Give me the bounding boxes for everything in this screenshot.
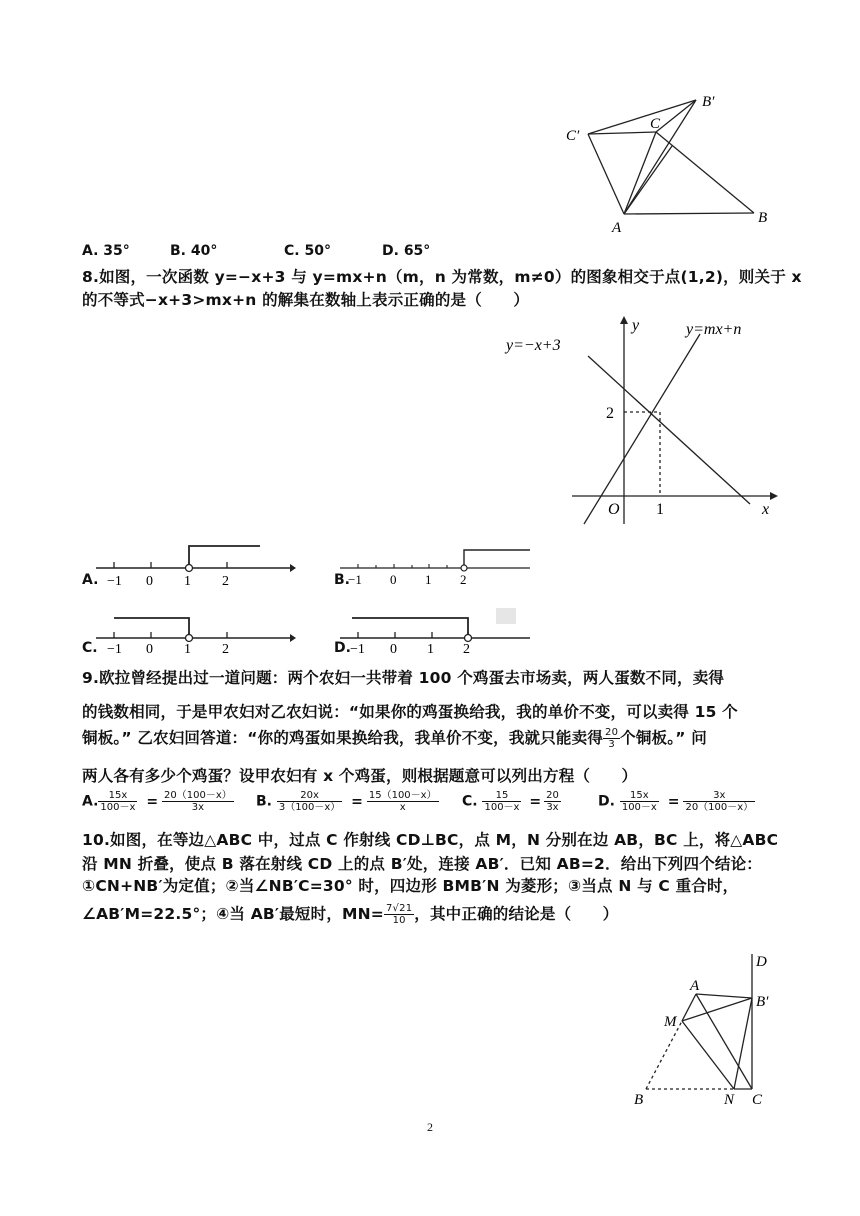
q8-option-a-numberline <box>96 540 296 588</box>
q9-option-c <box>462 790 561 813</box>
q8-option-a-label: A. <box>82 572 99 588</box>
tick-label: 0 <box>390 572 397 587</box>
q9-option-d <box>598 790 755 813</box>
q10-label-d: D <box>756 954 767 970</box>
q9-line-4: 两人各有多少个鸡蛋？设甲农妇有 x 个鸡蛋，则根据题意可以列出方程（ ） <box>82 767 638 785</box>
tick-label: −1 <box>348 572 362 587</box>
q7-label-a: A <box>612 220 622 236</box>
frac-den: 3 <box>603 738 620 750</box>
q10-line-4-end: ，其中正确的结论是（ ） <box>414 905 619 923</box>
tick-label: 0 <box>146 574 153 588</box>
q8-option-b-label: B. <box>334 572 350 588</box>
equals-sign: = <box>529 793 542 810</box>
frac-den: 100－x <box>484 802 520 813</box>
frac-den: 100－x <box>100 802 136 813</box>
frac-num: 20x <box>300 790 319 801</box>
tick-label: 0 <box>390 642 397 656</box>
q8-y-tick: 2 <box>606 405 614 422</box>
tick-label: 1 <box>425 572 432 587</box>
q9-line-2: 的钱数相同，于是甲农妇对乙农妇说：“如果你的鸡蛋换给我，我的单价不变，可以卖得 15 个 <box>82 703 738 721</box>
q8-option-c-label: C. <box>82 640 98 656</box>
q10-label-c: C <box>752 1092 763 1108</box>
tick-label: −1 <box>107 574 122 588</box>
q7-option-b: B. 40° <box>170 243 218 259</box>
frac-den: 3x <box>544 801 561 813</box>
q8-origin-label: O <box>608 501 620 518</box>
q9-line-3-start: 铜板。” 乙农妇回答道：“你的鸡蛋如果换给我，我单价不变，我就只能卖得 <box>82 729 604 747</box>
q8-option-d-label: D. <box>334 640 351 656</box>
frac-num: 7√21 <box>386 903 413 914</box>
q8-option-c-numberline <box>96 610 296 656</box>
equals-sign: = <box>351 793 363 810</box>
q9-option-a <box>82 790 234 813</box>
frac-den: 10 <box>384 914 414 926</box>
frac-num: 3x <box>713 790 726 801</box>
frac-den: 3（100－x） <box>278 802 341 813</box>
q9-option-b <box>256 790 439 813</box>
q10-label-n: N <box>724 1092 735 1108</box>
q7-option-a: A. 35° <box>82 243 130 259</box>
q8-label-line2: y=mx+n <box>686 321 742 338</box>
opt-label: C. <box>462 793 478 810</box>
q10-label-b: B <box>634 1092 644 1108</box>
q7-label-c-prime: C′ <box>566 128 580 144</box>
page-number: 2 <box>427 1120 433 1134</box>
q10-label-b-prime: B′ <box>756 994 769 1010</box>
opt-label: A. <box>82 793 99 810</box>
tick-label: 1 <box>184 574 191 588</box>
frac-num: 20 <box>605 727 619 738</box>
frac-num: 15（100－x） <box>368 790 437 801</box>
q8-line-2: 的不等式−x+3>mx+n 的解集在数轴上表示正确的是（ ） <box>82 291 530 309</box>
q10-label-m: M <box>664 1014 677 1030</box>
q10-line-3: ①CN+NB′为定值；②当∠NB′C=30° 时，四边形 BMB′N 为菱形；③当点 N 与 C 重合时， <box>82 877 739 895</box>
equals-sign: = <box>667 793 680 810</box>
q8-y-axis-label: y <box>632 317 640 334</box>
q10-line-2: 沿 MN 折叠，使点 B 落在射线 CD 上的点 B′处，连接 AB′．已知 AB=2．给出下列四个结论： <box>82 855 763 873</box>
tick-label: 2 <box>460 572 467 587</box>
q10-fraction <box>384 903 414 926</box>
frac-den: 100－x <box>621 802 657 813</box>
frac-num: 15x <box>630 790 649 801</box>
q10-label-a: A <box>690 978 700 994</box>
tick-label: −1 <box>107 642 122 656</box>
q7-label-b: B <box>758 210 768 226</box>
q7-label-b-prime: B′ <box>702 94 715 110</box>
tick-label: 1 <box>184 642 191 656</box>
frac-den: 20（100－x） <box>685 802 754 813</box>
tick-label: 2 <box>222 574 229 588</box>
q8-x-axis-label: x <box>762 501 770 518</box>
q8-x-tick: 1 <box>656 501 664 518</box>
tick-label: 2 <box>222 642 229 656</box>
frac-num: 15x <box>108 790 128 801</box>
equals-sign: = <box>146 793 159 810</box>
q8-graph <box>500 316 790 528</box>
frac-num: 20（100－x） <box>164 790 232 801</box>
q8-line-1: 8.如图，一次函数 y=−x+3 与 y=mx+n（m，n 为常数，m≠0）的图象相交于点(1,2)，则关于 x <box>82 268 802 286</box>
q10-line-4-start: ∠AB′M=22.5°；④当 AB′最短时，MN= <box>82 905 384 923</box>
q7-option-d: D. 65° <box>382 243 431 259</box>
frac-den: x <box>367 801 439 813</box>
frac-num: 15 <box>495 790 509 801</box>
q10-figure <box>628 950 784 1110</box>
frac-num: 20 <box>546 790 559 801</box>
q7-figure <box>556 92 776 237</box>
q9-line-3-end: 个铜板。” 问 <box>620 729 707 747</box>
frac-den: 3x <box>162 801 234 813</box>
opt-label: D. <box>598 793 615 810</box>
q9-fraction <box>603 727 620 750</box>
q7-label-c: C <box>650 116 661 132</box>
tick-label: −1 <box>350 642 365 656</box>
tick-label: 1 <box>427 642 434 656</box>
q8-option-b-numberline <box>340 540 536 588</box>
q7-option-c: C. 50° <box>284 243 331 259</box>
q8-label-line1: y=−x+3 <box>506 337 561 354</box>
q9-line-1: 9.欧拉曾经提出过一道问题：两个农妇一共带着 100 个鸡蛋去市场卖，两人蛋数不同，卖得 <box>82 669 725 687</box>
q10-line-4 <box>82 902 618 926</box>
q8-option-d-numberline <box>340 606 536 656</box>
tick-label: 2 <box>463 642 470 656</box>
q10-line-1: 10.如图，在等边△ABC 中，过点 C 作射线 CD⊥BC，点 M，N 分别在边 AB，BC 上，将△ABC <box>82 831 779 849</box>
q9-line-3 <box>82 726 707 750</box>
tick-label: 0 <box>146 642 153 656</box>
opt-label: B. <box>256 793 272 810</box>
